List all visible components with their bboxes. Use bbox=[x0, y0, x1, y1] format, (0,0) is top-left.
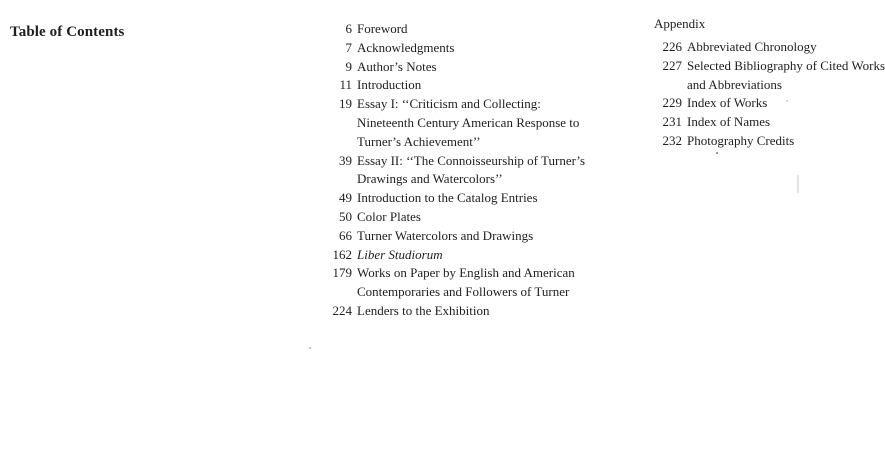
scan-speck bbox=[716, 152, 718, 154]
contents-entry bbox=[330, 189, 627, 208]
entry-title: Essay I: ‘‘Criticism and Collecting: Nineteenth Century American Response to Turner’s Achievement’’ bbox=[357, 96, 580, 149]
toc-heading: Table of Contents bbox=[10, 24, 125, 40]
entry-title: Introduction bbox=[357, 77, 422, 93]
appendix-entry bbox=[652, 57, 885, 95]
contents-entry bbox=[330, 58, 557, 77]
contents-entry bbox=[330, 152, 589, 190]
scan-speck bbox=[786, 100, 788, 102]
entry-title: Color Plates bbox=[357, 208, 421, 224]
contents-entry bbox=[330, 208, 627, 227]
contents-entry bbox=[330, 95, 589, 151]
appendix-entry bbox=[652, 132, 885, 151]
entry-title: Essay II: ‘‘The Connoisseurship of Turner’s Drawings and Watercolors’’ bbox=[357, 152, 586, 187]
page-number: 66 bbox=[339, 227, 352, 243]
contents-entry bbox=[330, 302, 627, 321]
entry-title: Photography Credits bbox=[687, 132, 795, 148]
appendix-entry bbox=[652, 113, 885, 132]
contents-entry bbox=[330, 246, 627, 265]
entry-title: Introduction to the Catalog Entries bbox=[357, 190, 538, 206]
entry-title: Lenders to the Exhibition bbox=[357, 302, 490, 318]
entry-title: Turner Watercolors and Drawings bbox=[357, 227, 534, 243]
contents-entry bbox=[330, 76, 557, 95]
page-number: 232 bbox=[662, 132, 682, 148]
scan-speck bbox=[797, 175, 799, 193]
contents-entry bbox=[330, 264, 625, 302]
contents-entry bbox=[330, 39, 557, 58]
page-number: 19 bbox=[339, 96, 352, 112]
page-number: 162 bbox=[332, 246, 352, 262]
appendix-entry bbox=[652, 94, 885, 113]
contents-entry bbox=[330, 227, 627, 246]
page-number: 224 bbox=[332, 302, 352, 318]
entry-title: Works on Paper by English and American Contemporaries and Followers of Turner bbox=[357, 265, 575, 300]
page-number: 179 bbox=[332, 265, 352, 281]
contents-list bbox=[330, 20, 630, 321]
entry-title: Liber Studiorum bbox=[357, 246, 443, 262]
page-number: 7 bbox=[345, 39, 352, 55]
appendix-list bbox=[652, 38, 885, 151]
appendix-entry bbox=[652, 38, 885, 57]
page-number: 50 bbox=[339, 208, 352, 224]
entry-title: Index of Names bbox=[687, 114, 771, 130]
page-number: 226 bbox=[662, 39, 682, 54]
entry-title: Acknowledgments bbox=[357, 39, 455, 55]
page-number: 229 bbox=[662, 95, 682, 111]
scan-speck bbox=[309, 347, 311, 349]
page-number: 49 bbox=[339, 190, 352, 206]
entry-title: Foreword bbox=[357, 21, 408, 36]
entry-title: Author’s Notes bbox=[357, 58, 437, 74]
page-number: 231 bbox=[662, 114, 682, 130]
page-number: 227 bbox=[662, 57, 682, 73]
page-number: 6 bbox=[345, 21, 352, 36]
entry-title: Abbreviated Chronology bbox=[687, 39, 817, 54]
entry-title: Selected Bibliography of Cited Works and Abbreviations bbox=[687, 57, 885, 92]
contents-entry bbox=[330, 20, 557, 39]
page-number: 39 bbox=[339, 152, 352, 168]
appendix-heading: Appendix bbox=[654, 16, 706, 31]
page-number: 9 bbox=[345, 58, 352, 74]
page-number: 11 bbox=[339, 77, 352, 93]
entry-title: Index of Works bbox=[687, 95, 768, 111]
